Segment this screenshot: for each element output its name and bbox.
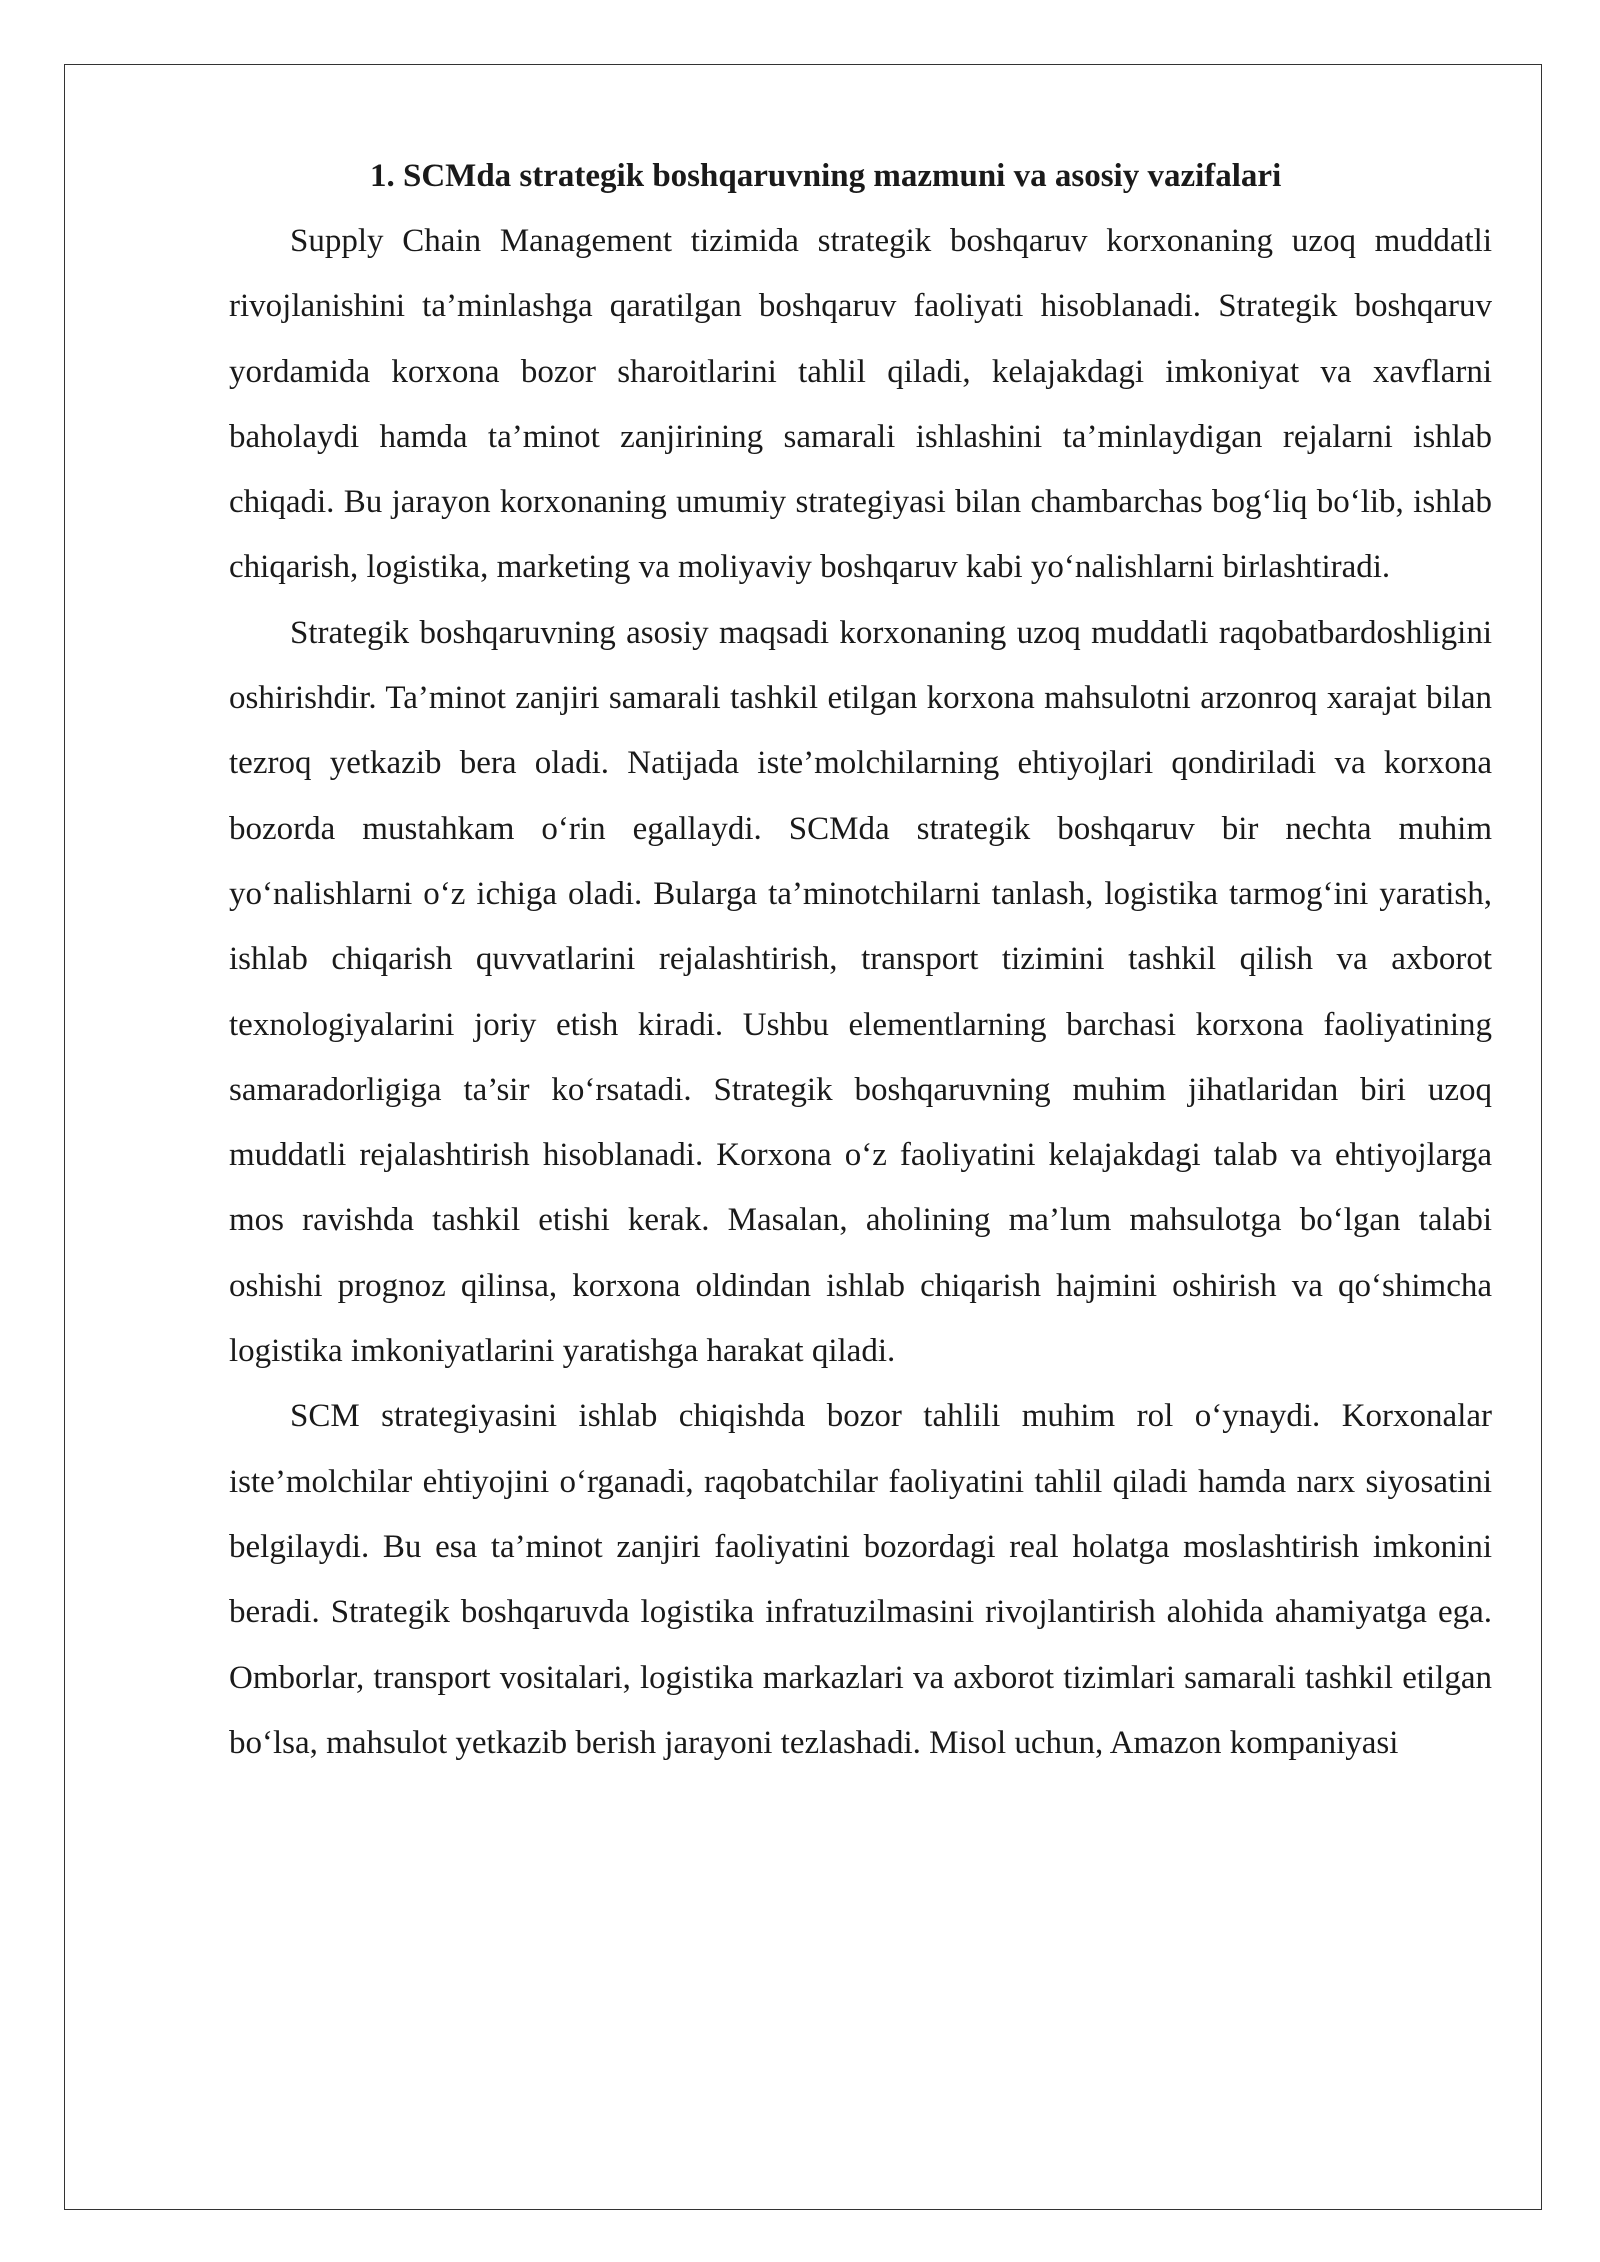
paragraph-intro: Supply Chain Management tizimida strategik boshqaruv korxonaning uzoq muddatli rivojlanishini ta’minlashga qaratilgan boshqaruv faoliyati hisoblanadi. Strategik boshqaruv yordamida korxona bozor sharoitlarini tahlil qiladi, kelajakdagi imkoniyat va xavflarni baholaydi hamda ta’minot zanjirining samarali ishlashini ta’minlaydigan rejalarni ishlab chiqadi. Bu jarayon korxonaning umumiy strategiyasi bilan chambarchas bog‘liq bo‘lib, ishlab chiqarish, logistika, marketing va moliyaviy boshqaruv kabi yo‘nalishlarni birlashtiradi. — [229, 223, 1492, 586]
paragraph-goals: Strategik boshqaruvning asosiy maqsadi korxonaning uzoq muddatli raqobatbardoshligini oshirishdir. Ta’minot zanjiri samarali tashkil etilgan korxona mahsulotni arzonroq xarajat bilan tezroq yetkazib bera oladi. Natijada iste’molchilarning ehtiyojlari qondiriladi va korxona bozorda mustahkam o‘rin egallaydi. SCMda strategik boshqaruv bir nechta muhim yo‘nalishlarni o‘z ichiga oladi. Bularga ta’minotchilarni tanlash, logistika tarmog‘ini yaratish, ishlab chiqarish quvvatlarini rejalashtirish, transport tizimini tashkil qilish va axborot texnologiyalarini joriy etish kiradi. Ushbu elementlarning barchasi korxona faoliyatining samaradorligiga ta’sir ko‘rsatadi. Strategik boshqaruvning muhim jihatlaridan biri uzoq muddatli rejalashtirish hisoblanadi. Korxona o‘z faoliyatini kelajakdagi talab va ehtiyojlarga mos ravishda tashkil etishi kerak. Masalan, aholining ma’lum mahsulotga bo‘lgan talabi oshishi prognoz qilinsa, korxona oldindan ishlab chiqarish hajmini oshirish va qo‘shimcha logistika imkoniyatlarini yaratishga harakat qiladi. — [229, 614, 1492, 1370]
document-body — [229, 144, 1492, 1776]
paragraph-market-analysis: SCM strategiyasini ishlab chiqishda bozor tahlili muhim rol o‘ynaydi. Korxonalar iste’molchilar ehtiyojini o‘rganadi, raqobatchilar faoliyatini tahlil qiladi hamda narx siyosatini belgilaydi. Bu esa ta’minot zanjiri faoliyatini bozordagi real holatga moslashtirish imkonini beradi. Strategik boshqaruvda logistika infratuzilmasini rivojlantirish alohida ahamiyatga ega. Omborlar, transport vositalari, logistika markazlari va axborot tizimlari samarali tashkil etilgan bo‘lsa, mahsulot yetkazib berish jarayoni tezlashadi. Misol uchun, Amazon kompaniyasi — [229, 1398, 1492, 1761]
section-heading: 1. SCMda strategik boshqaruvning mazmuni va asosiy vazifalari — [370, 158, 1282, 194]
